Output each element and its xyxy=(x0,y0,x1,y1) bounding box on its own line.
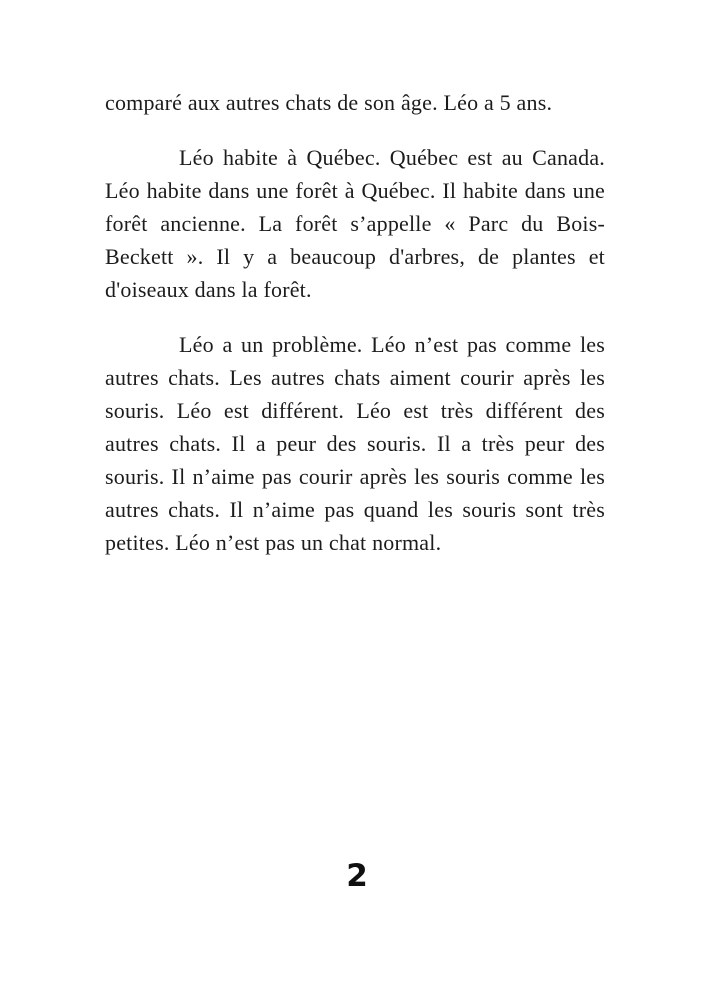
paragraph: comparé aux autres chats de son âge. Léo a 5 ans. xyxy=(105,90,553,115)
paragraph: Léo a un problème. Léo n’est pas comme les autres chats. Les autres chats aiment courir après les souris. Léo est différent. Léo est très différent des autres chats. Il a peur des souris. Il a très peur des souris. Il n’aime pas courir après les souris comme les autres chats. Il n’aime pas quand les souris sont très petites. Léo n’est pas un chat normal. xyxy=(105,332,605,555)
page-number: 2 xyxy=(346,858,368,894)
paragraph: Léo habite à Québec. Québec est au Canada. Léo habite dans une forêt à Québec. Il habite dans une forêt ancienne. La forêt s’appelle « Parc du Bois-Beckett ». Il y a beaucoup d'arbres, de plantes et d'oiseaux dans la forêt. xyxy=(105,145,605,302)
page-text-block xyxy=(105,86,605,581)
